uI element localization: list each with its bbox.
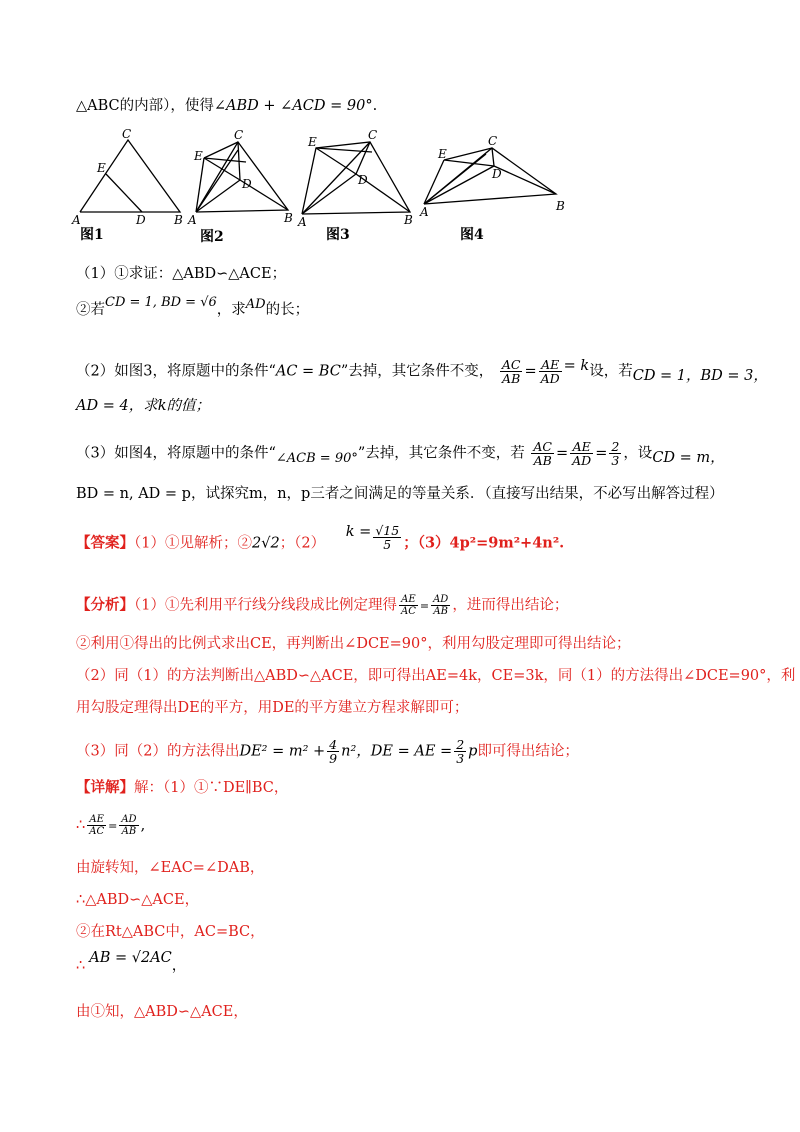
fig3-caption: 图3 (326, 227, 350, 243)
fig3-label-a: A (298, 215, 307, 228)
analysis-l5-end: 即可得出结论； (477, 743, 579, 760)
q2-eq: = (524, 363, 537, 380)
detail-line-7: 由①知，△ABD∽△ACE， (76, 1004, 248, 1020)
detail-line-1 (76, 778, 740, 798)
fig2-label-c: C (234, 128, 244, 142)
fig3-seg-ed (316, 148, 356, 174)
detail-frac-ad-ab: $\frac{AD}{AB}$ (121, 814, 137, 837)
q2-pre: （2）如图3，将原题中的条件“ (76, 363, 276, 380)
detail-line-4: ∴△ABD∽△ACE， (76, 892, 200, 908)
analysis-l5-p: p (468, 743, 478, 760)
q3-line-1: （3）如图4，将原题中的条件“∠ACB = 90°”去掉，其它条件不变，若 $\frac{AC}{AB}$ = $\frac{AE}{AD}$ = $\frac{2}{3}$ ，设CD = m， (76, 439, 725, 468)
fig4-caption: 图4 (460, 227, 484, 243)
fig3-label-d: D (358, 173, 368, 187)
answer-tag: 【答案】 (76, 534, 134, 552)
fig1-label-b: B (174, 213, 183, 227)
fig2-label-e: E (194, 149, 203, 163)
q3-cd-m: CD = m， (652, 449, 725, 466)
q3-pre: （3）如图4，将原题中的条件“ (76, 445, 276, 462)
intro-line (76, 96, 740, 116)
q2-line-2: AD = 4，求k的值； (76, 398, 210, 414)
q1-b-pre: ②若 (76, 302, 105, 318)
q3-frac-ac-ab: $\frac{AC}{AB}$ (533, 439, 552, 468)
fig1-label-d: D (136, 213, 146, 227)
fig4-seg-ae (424, 160, 444, 204)
q1-b-end: 的长； (265, 302, 310, 318)
q1-b-condition: CD = 1, BD = √6 (105, 295, 217, 310)
q2-values: CD = 1，BD = 3， (632, 367, 768, 384)
detail-tag: 【详解】 (76, 779, 134, 796)
answer-k-label: k = (345, 523, 372, 540)
fig3-triangle (302, 142, 410, 214)
intro-text: △ABC的内部），使得 (76, 98, 214, 114)
fig4-label-b: B (556, 199, 565, 213)
q2-line-1 (76, 357, 768, 386)
analysis-l5-eq2: ，DE = AE = (356, 743, 453, 760)
detail-l6-end: ， (171, 958, 187, 974)
q1-line-a: （1）①求证：△ABD∽△ACE； (76, 266, 287, 282)
analysis-frac-ae-ac: $\frac{AE}{AC}$ (400, 594, 416, 617)
q2-mid: ”去掉，其它条件不变， (340, 363, 494, 380)
detail-line-6 (76, 950, 740, 976)
q2-condition: AC = BC (275, 363, 341, 380)
detail-l1: 解：（1）①∵DE∥BC， (134, 780, 289, 796)
fig2-seg-ad (196, 180, 240, 212)
fig3-label-e: E (308, 135, 317, 149)
fig2-label-b: B (284, 211, 293, 225)
detail-line-3: 由旋转知，∠EAC=∠DAB， (76, 860, 265, 876)
analysis-line-2: ②利用①得出的比例式求出CE，再判断出∠DCE=90°，利用勾股定理即可得出结论； (76, 636, 631, 652)
fig4-label-e: E (438, 147, 447, 161)
analysis-frac-2-3: $\frac{2}{3}$ (456, 737, 465, 766)
analysis-line-5 (76, 738, 740, 765)
q1-b-mid: ，求 (216, 302, 246, 318)
q1-b-var: AD (245, 297, 266, 312)
q2-frac-ac-ab: $\frac{AC}{AB}$ (501, 357, 521, 386)
answer-value1: 2√2 (251, 535, 280, 552)
q3-frac-2-3: $\frac{2}{3}$ (611, 439, 620, 468)
fig1-label-c: C (122, 128, 132, 141)
analysis-frac-ad-ab: $\frac{AD}{AB}$ (433, 594, 449, 617)
detail-l6-pre: ∴ (76, 958, 86, 974)
fig2-caption: 图2 (200, 229, 224, 245)
q3-set: ，设 (623, 445, 653, 462)
answer-part2: ；（2） (279, 535, 326, 552)
fig4-label-d: D (492, 167, 502, 181)
fig2-label-a: A (188, 213, 197, 227)
fig1-caption: 图1 (80, 227, 104, 243)
fig3-seg-dc (356, 142, 370, 174)
fig4-seg-ed (444, 160, 494, 166)
fig3-seg-ad (302, 174, 356, 214)
fig1-triangle (80, 140, 180, 212)
analysis-line-4: 用勾股定理得出DE的平方，用DE的平方建立方程求解即可； (76, 700, 469, 716)
q2-frac-ae-ad: $\frac{AE}{AD}$ (540, 357, 560, 386)
q3-frac-ae-ad: $\frac{AE}{AD}$ (572, 439, 592, 468)
analysis-l1-pre: （1）①先利用平行线分线段成比例定理得 (134, 597, 397, 614)
analysis-l5-n2: n² (341, 743, 357, 760)
analysis-line-1: 【分析】（1）①先利用平行线分线段成比例定理得 $\frac{AE}{AC}$ = $\frac{AD}{AB}$ ，进而得出结论； (76, 594, 569, 617)
answer-part3: ；（3）4p²=9m²+4n². (403, 534, 565, 552)
intro-end: . (372, 98, 378, 114)
fig1-label-a: A (72, 213, 81, 227)
analysis-l1-end: ，进而得出结论； (452, 597, 569, 614)
q2-k: = k (563, 357, 590, 374)
answer-part1: （1）①见解析；② (134, 535, 252, 552)
analysis-l5-pre: （3）同（2）的方法得出 (76, 743, 240, 760)
fig2-label-d: D (242, 177, 252, 191)
fig4-label-a: A (420, 205, 429, 219)
analysis-tag: 【分析】 (76, 596, 134, 614)
analysis-line-3: （2）同（1）的方法判断出△ABD∽△ACE，即可得出AE=4k，CE=3k，同（1）的方法得出∠DCE=90°，利 (76, 668, 796, 684)
fig3-label-c: C (368, 128, 378, 142)
fig1-label-e: E (97, 161, 106, 175)
analysis-l5-eq1: DE² = m² + (239, 743, 326, 760)
analysis-frac-4-9: $\frac{4}{9}$ (329, 737, 338, 766)
geometry-figures (60, 128, 600, 228)
detail-line-5: ②在Rt△ABC中，AC=BC， (76, 924, 265, 940)
q3-line-2: BD = n, AD = p，试探究m，n，p三者之间满足的等量关系．（直接写出结果，不必写出解答过程） (76, 486, 724, 502)
fig3-label-b: B (404, 213, 413, 227)
angle-equation: ∠ABD + ∠ACD = 90° (213, 98, 373, 114)
answer-k-fraction: $\frac{√15}{5}$ (375, 523, 400, 552)
answer-line (76, 523, 740, 557)
fig1-segment-ed (106, 174, 142, 212)
q3-mid: ”去掉，其它条件不变，若 (357, 445, 525, 462)
q3-condition: ∠ACB = 90° (275, 450, 358, 466)
fig4-seg-ad (424, 166, 494, 204)
fig2-seg-ae (196, 158, 204, 212)
q1-line-b (76, 295, 740, 321)
detail-l6-eq: AB = √2AC (89, 950, 172, 966)
detail-line-2: ∴ $\frac{AE}{AC}$ = $\frac{AD}{AB}$ , (76, 814, 146, 837)
detail-frac-ae-ac: $\frac{AE}{AC}$ (89, 814, 105, 837)
fig4-seg-bd (494, 166, 556, 194)
fig4-label-c: C (488, 134, 498, 148)
detail-l2-pre: ∴ (76, 817, 86, 834)
fig4-seg-cd (492, 148, 494, 166)
q2-set: 设，若 (589, 363, 633, 380)
